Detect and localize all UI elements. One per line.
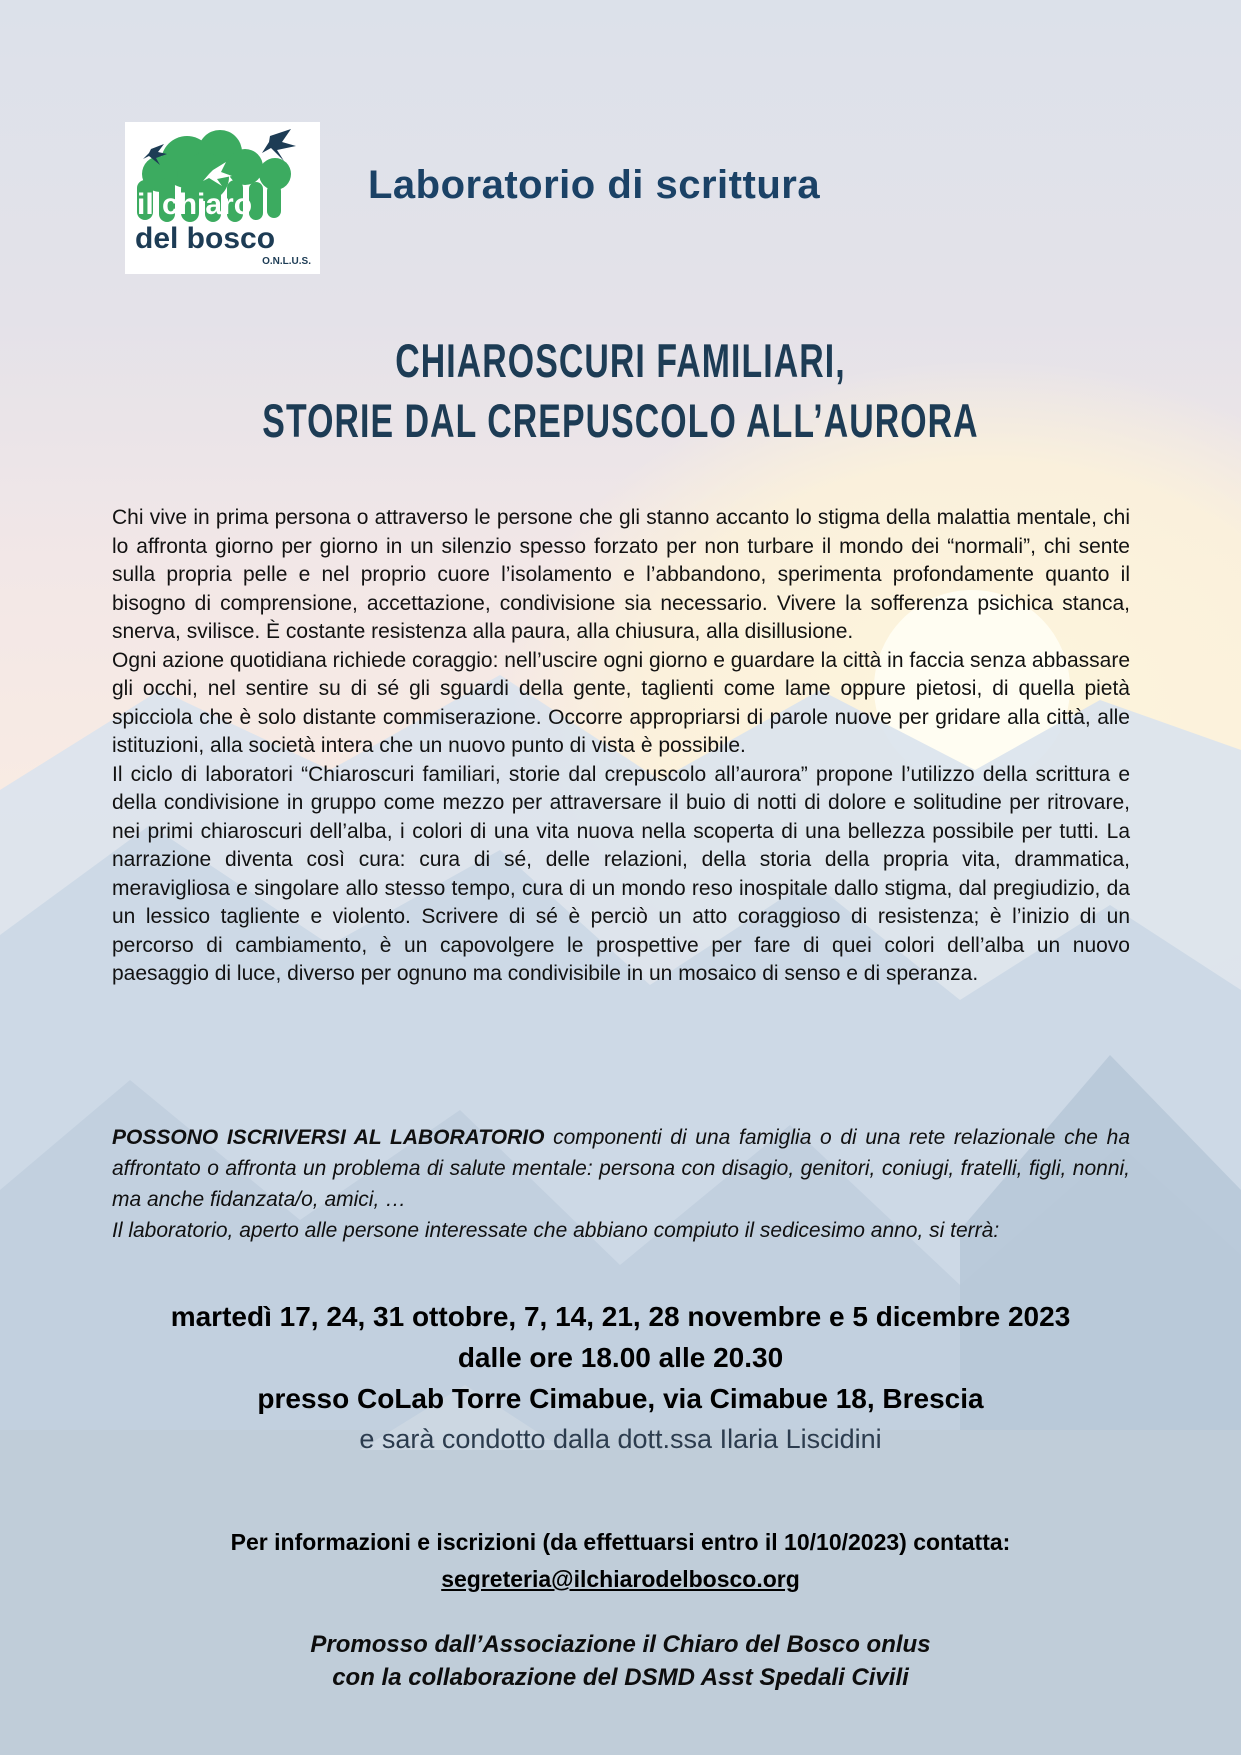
footer-line-1: Promosso dall’Associazione il Chiaro del Bosco onlus — [310, 1631, 931, 1658]
schedule-time: dalle ore 18.00 alle 20.30 — [457, 1342, 784, 1373]
schedule-dates: martedì 17, 24, 31 ottobre, 7, 14, 21, 28 novembre e 5 dicembre 2023 — [170, 1301, 1071, 1332]
association-logo — [125, 122, 320, 274]
eligibility-lead: POSSONO ISCRIVERSI AL LABORATORIO — [112, 1126, 545, 1149]
schedule-section — [0, 1296, 1241, 1460]
eligibility-section — [112, 1122, 1130, 1246]
paragraph-1: Chi vive in prima persona o attraverso le persone che gli stanno accanto lo stigma della malattia mentale, chi lo affronta giorno per giorno in un silenzio spesso forzato per non turbare il mondo dei “normali”, chi sente sulla propria pelle e nel proprio cuore l’isolamento e l’abbandono, sperimenta profondamente quanto il bisogno di comprensione, accettazione, condivisione sia necessario. Vivere la sofferenza psichica stanca, snerva, svilisce. È costante resistenza alla paura, alla chiusura, alla disillusione. — [112, 506, 1130, 643]
headline-line-1: CHIAROSCURI FAMILIARI, — [395, 334, 846, 387]
schedule-location: presso CoLab Torre Cimabue, via Cimabue 18, Brescia — [257, 1383, 984, 1414]
paragraph-3: Il ciclo di laboratori “Chiaroscuri familiari, storie dal crepuscolo all’aurora” propone l’utilizzo della scrittura e della condivisione in gruppo come mezzo per attraversare il buio di notti di dolore e solitudine per ritrovare, nei primi chiaroscuri dell’alba, i colori di una vita nuova nella scoperta di una bellezza possibile per tutti. La narrazione diventa così cura: cura di sé, delle relazioni, della storia della propria vita, drammatica, meravigliosa e singolare allo stesso tempo, cura di un mondo reso inospitale dallo stigma, dal pregiudizio, da un lessico tagliente e violento. Scrivere di sé è perciò un atto coraggioso di resistenza; è l’inizio di un percorso di cambiamento, è un capovolgere le prospettive per fare di quei colori dell’alba un nuovo paesaggio di luce, diverso per ognuno ma condivisibile in un mosaico di senso e di speranza. — [112, 762, 1130, 985]
contact-info: Per informazioni e iscrizioni (da effettuarsi entro il 10/10/2023) contatta: — [230, 1529, 1011, 1555]
logo-text-line1: il chiaro — [137, 188, 253, 221]
eligibility-paragraph — [112, 1122, 1130, 1215]
body-copy — [112, 504, 1130, 989]
paragraph-2: Ogni azione quotidiana richiede coraggio: nell’uscire ogni giorno e guardare la città in faccia senza abbassare gli occhi, nel sentire su di sé gli sguardi della gente, taglienti come lame oppure pietosi, di quella pietà spicciola che è solo distante commiserazione. Occorre appropriarsi di parole nuove per gridare alla città, alle istituzioni, alla società intera che un nuovo punto di vista è possibile. — [112, 648, 1130, 757]
logo-text-line2: del bosco — [135, 222, 276, 255]
page-title: Laboratorio di scrittura — [368, 163, 821, 207]
eligibility-note: Il laboratorio, aperto alle persone interessate che abbiano compiuto il sedicesimo anno, si terrà: — [112, 1219, 1000, 1242]
email-link[interactable]: segreteria@ilchiarodelbosco.org — [441, 1566, 800, 1592]
eligibility-text: componenti di una famiglia o di una rete relazionale che ha affrontato o affronta un problema di salute mentale: persona con disagio, genitori, coniugi, fratelli, figli, nonni, ma anche fidanzata/o, amici, … — [112, 1126, 1131, 1211]
footer-section — [0, 1628, 1241, 1694]
schedule-conductor: e sarà condotto dalla dott.ssa Ilaria Liscidini — [359, 1424, 882, 1454]
footer-line-2: con la collaborazione del DSMD Asst Spedali Civili — [332, 1664, 909, 1691]
logo-text-onlus: O.N.L.U.S. — [262, 256, 311, 267]
contact-section — [0, 1524, 1241, 1598]
headline-line-2: STORIE DAL CREPUSCOLO ALL’AURORA — [262, 394, 979, 447]
main-headline — [0, 331, 1241, 451]
